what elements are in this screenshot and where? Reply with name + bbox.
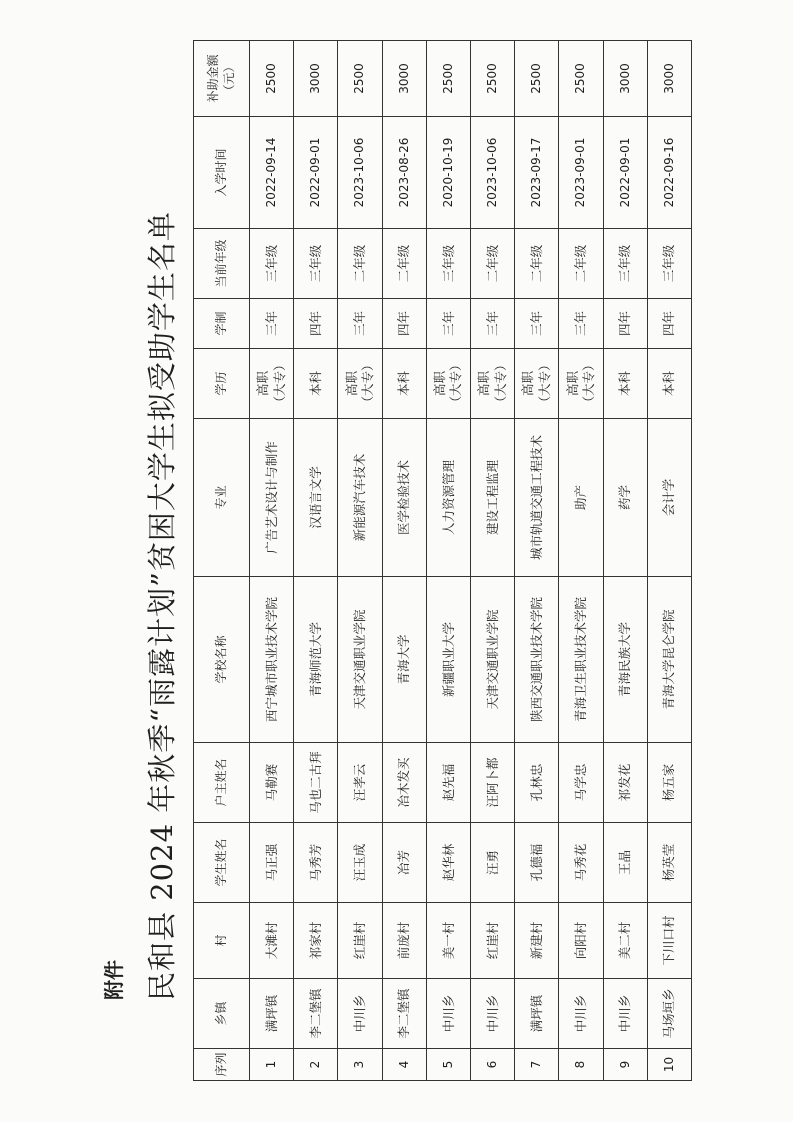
- cell-seq: 5: [426, 1049, 470, 1081]
- cell-grade: 二年级: [382, 229, 426, 299]
- table-row: [647, 41, 691, 1081]
- education-main: 本科: [396, 371, 412, 397]
- table-row: [559, 41, 603, 1081]
- cell-student: 马秀芳: [294, 823, 338, 903]
- cell-school: 青海大学: [382, 577, 426, 743]
- cell-major: 汉语言文学: [294, 419, 338, 577]
- cell-student: 汪勇: [470, 823, 514, 903]
- cell-duration: 四年: [382, 299, 426, 349]
- cell-enroll-date: 2023-10-06: [338, 117, 382, 229]
- cell-town: 中川乡: [426, 979, 470, 1049]
- table-header-row: [194, 41, 250, 1081]
- header-major: 专业: [194, 419, 250, 577]
- cell-student: 冶芳: [382, 823, 426, 903]
- cell-village: 美一村: [426, 903, 470, 979]
- header-householder: 户主姓名: [194, 743, 250, 823]
- cell-school: 青海卫生职业技术学院: [559, 577, 603, 743]
- cell-student: 赵华林: [426, 823, 470, 903]
- cell-town: 李二堡镇: [294, 979, 338, 1049]
- table-row: [338, 41, 382, 1081]
- cell-amount: 3000: [647, 41, 691, 117]
- annex-label: 附件: [102, 960, 126, 1000]
- cell-enroll-date: 2022-09-01: [294, 117, 338, 229]
- cell-education: [294, 349, 338, 419]
- education-note: （大专）: [271, 358, 287, 409]
- cell-village: 新建村: [515, 903, 559, 979]
- cell-village: 美二村: [603, 903, 647, 979]
- cell-duration: 三年: [250, 299, 294, 349]
- cell-major: 会计学: [647, 419, 691, 577]
- cell-enroll-date: 2022-09-14: [250, 117, 294, 229]
- cell-seq: 2: [294, 1049, 338, 1081]
- cell-village: 大滩村: [250, 903, 294, 979]
- table-row: [470, 41, 514, 1081]
- cell-school: 青海民族大学: [603, 577, 647, 743]
- cell-enroll-date: 2022-09-01: [603, 117, 647, 229]
- cell-grade: 二年级: [338, 229, 382, 299]
- cell-householder: 孔林忠: [515, 743, 559, 823]
- header-school: 学校名称: [194, 577, 250, 743]
- cell-education: [382, 349, 426, 419]
- education-main: 高职: [343, 371, 359, 397]
- education-main: 本科: [616, 371, 632, 397]
- cell-major: 助产: [559, 419, 603, 577]
- cell-seq: 7: [515, 1049, 559, 1081]
- cell-school: 新疆职业大学: [426, 577, 470, 743]
- cell-town: 马场垣乡: [647, 979, 691, 1049]
- cell-town: 中川乡: [603, 979, 647, 1049]
- table-row: [603, 41, 647, 1081]
- cell-student: 汪玉成: [338, 823, 382, 903]
- cell-seq: 6: [470, 1049, 514, 1081]
- table-row: [294, 41, 338, 1081]
- cell-duration: 三年: [470, 299, 514, 349]
- cell-grade: 二年级: [515, 229, 559, 299]
- header-subsidy: [194, 41, 250, 117]
- cell-town: 中川乡: [338, 979, 382, 1049]
- education-note: （大专）: [492, 358, 508, 409]
- table-container: [193, 41, 691, 1081]
- header-subsidy-line2: （元）: [221, 60, 236, 97]
- table-row: [515, 41, 559, 1081]
- cell-enroll-date: 2020-10-19: [426, 117, 470, 229]
- cell-householder: 汪阿卜都: [470, 743, 514, 823]
- cell-householder: 祁发花: [603, 743, 647, 823]
- cell-major: 建设工程监理: [470, 419, 514, 577]
- header-village: 村: [194, 903, 250, 979]
- header-student: 学生姓名: [194, 823, 250, 903]
- cell-duration: 三年: [338, 299, 382, 349]
- cell-education: [559, 349, 603, 419]
- cell-householder: 马也二古拜: [294, 743, 338, 823]
- cell-duration: 四年: [294, 299, 338, 349]
- cell-town: 满坪镇: [250, 979, 294, 1049]
- cell-major: 药学: [603, 419, 647, 577]
- education-note: （大专）: [580, 358, 596, 409]
- cell-enroll-date: 2022-09-16: [647, 117, 691, 229]
- cell-grade: 三年级: [603, 229, 647, 299]
- cell-major: 广告艺术设计与制作: [250, 419, 294, 577]
- cell-amount: 2500: [559, 41, 603, 117]
- cell-duration: 三年: [426, 299, 470, 349]
- header-seq: 序列: [194, 1049, 250, 1081]
- cell-grade: 二年级: [559, 229, 603, 299]
- cell-village: 红崖村: [338, 903, 382, 979]
- cell-village: 向阳村: [559, 903, 603, 979]
- cell-village: 祁家村: [294, 903, 338, 979]
- cell-town: 李二堡镇: [382, 979, 426, 1049]
- cell-seq: 3: [338, 1049, 382, 1081]
- header-subsidy-line1: 补助金额: [205, 54, 220, 103]
- cell-student: 马秀花: [559, 823, 603, 903]
- cell-duration: 四年: [603, 299, 647, 349]
- cell-householder: 冶木发买: [382, 743, 426, 823]
- cell-education: [603, 349, 647, 419]
- cell-major: 医学检验技术: [382, 419, 426, 577]
- cell-amount: 2500: [338, 41, 382, 117]
- cell-major: 人力资源管理: [426, 419, 470, 577]
- cell-town: 满坪镇: [515, 979, 559, 1049]
- cell-town: 中川乡: [559, 979, 603, 1049]
- education-main: 高职: [520, 371, 536, 397]
- education-main: 高职: [255, 371, 271, 397]
- student-table: [193, 40, 692, 1081]
- cell-education: [426, 349, 470, 419]
- cell-amount: 3000: [382, 41, 426, 117]
- cell-grade: 三年级: [294, 229, 338, 299]
- cell-education: [250, 349, 294, 419]
- header-grade: 当前年级: [194, 229, 250, 299]
- cell-student: 孔德福: [515, 823, 559, 903]
- cell-student: 杨英莹: [647, 823, 691, 903]
- cell-seq: 1: [250, 1049, 294, 1081]
- header-education: 学历: [194, 349, 250, 419]
- cell-education: [647, 349, 691, 419]
- cell-householder: 汪孝云: [338, 743, 382, 823]
- cell-seq: 10: [647, 1049, 691, 1081]
- cell-enroll-date: 2023-09-01: [559, 117, 603, 229]
- cell-education: [470, 349, 514, 419]
- cell-major: 新能源汽车技术: [338, 419, 382, 577]
- cell-school: 天津交通职业学院: [338, 577, 382, 743]
- education-note: （大专）: [448, 358, 464, 409]
- cell-enroll-date: 2023-08-26: [382, 117, 426, 229]
- table-row: [382, 41, 426, 1081]
- document-title: 民和县 2024 年秋季“雨露计划”贫困大学生拟受助学生名单: [145, 211, 179, 1001]
- cell-duration: 三年: [515, 299, 559, 349]
- header-town: 乡镇: [194, 979, 250, 1049]
- education-main: 高职: [432, 371, 448, 397]
- cell-duration: 四年: [647, 299, 691, 349]
- cell-student: 马正强: [250, 823, 294, 903]
- cell-enroll-date: 2023-09-17: [515, 117, 559, 229]
- cell-village: 下川口村: [647, 903, 691, 979]
- header-enroll-date: 入学时间: [194, 117, 250, 229]
- cell-school: 西宁城市职业技术学院: [250, 577, 294, 743]
- header-duration: 学制: [194, 299, 250, 349]
- cell-seq: 4: [382, 1049, 426, 1081]
- education-main: 本科: [661, 371, 677, 397]
- cell-grade: 三年级: [250, 229, 294, 299]
- education-main: 高职: [564, 371, 580, 397]
- cell-amount: 2500: [250, 41, 294, 117]
- education-main: 本科: [307, 371, 323, 397]
- cell-enroll-date: 2023-10-06: [470, 117, 514, 229]
- cell-amount: 3000: [603, 41, 647, 117]
- cell-major: 城市轨道交通工程技术: [515, 419, 559, 577]
- cell-student: 王晶: [603, 823, 647, 903]
- cell-education: [338, 349, 382, 419]
- table-row: [426, 41, 470, 1081]
- table-row: [250, 41, 294, 1081]
- cell-amount: 2500: [426, 41, 470, 117]
- cell-amount: 2500: [470, 41, 514, 117]
- cell-education: [515, 349, 559, 419]
- cell-amount: 3000: [294, 41, 338, 117]
- cell-grade: 三年级: [426, 229, 470, 299]
- cell-householder: 马学忠: [559, 743, 603, 823]
- cell-grade: 三年级: [647, 229, 691, 299]
- cell-amount: 2500: [515, 41, 559, 117]
- education-note: （大专）: [536, 358, 552, 409]
- cell-seq: 8: [559, 1049, 603, 1081]
- cell-school: 天津交通职业学院: [470, 577, 514, 743]
- cell-householder: 马勒赛: [250, 743, 294, 823]
- cell-householder: 赵先福: [426, 743, 470, 823]
- education-note: （大专）: [359, 358, 375, 409]
- cell-duration: 三年: [559, 299, 603, 349]
- cell-village: 前庞村: [382, 903, 426, 979]
- cell-seq: 9: [603, 1049, 647, 1081]
- cell-town: 中川乡: [470, 979, 514, 1049]
- cell-school: 青海师范大学: [294, 577, 338, 743]
- cell-householder: 杨五家: [647, 743, 691, 823]
- cell-school: 陕西交通职业技术学院: [515, 577, 559, 743]
- education-main: 高职: [476, 371, 492, 397]
- cell-school: 青海大学昆仑学院: [647, 577, 691, 743]
- cell-village: 红崖村: [470, 903, 514, 979]
- cell-grade: 二年级: [470, 229, 514, 299]
